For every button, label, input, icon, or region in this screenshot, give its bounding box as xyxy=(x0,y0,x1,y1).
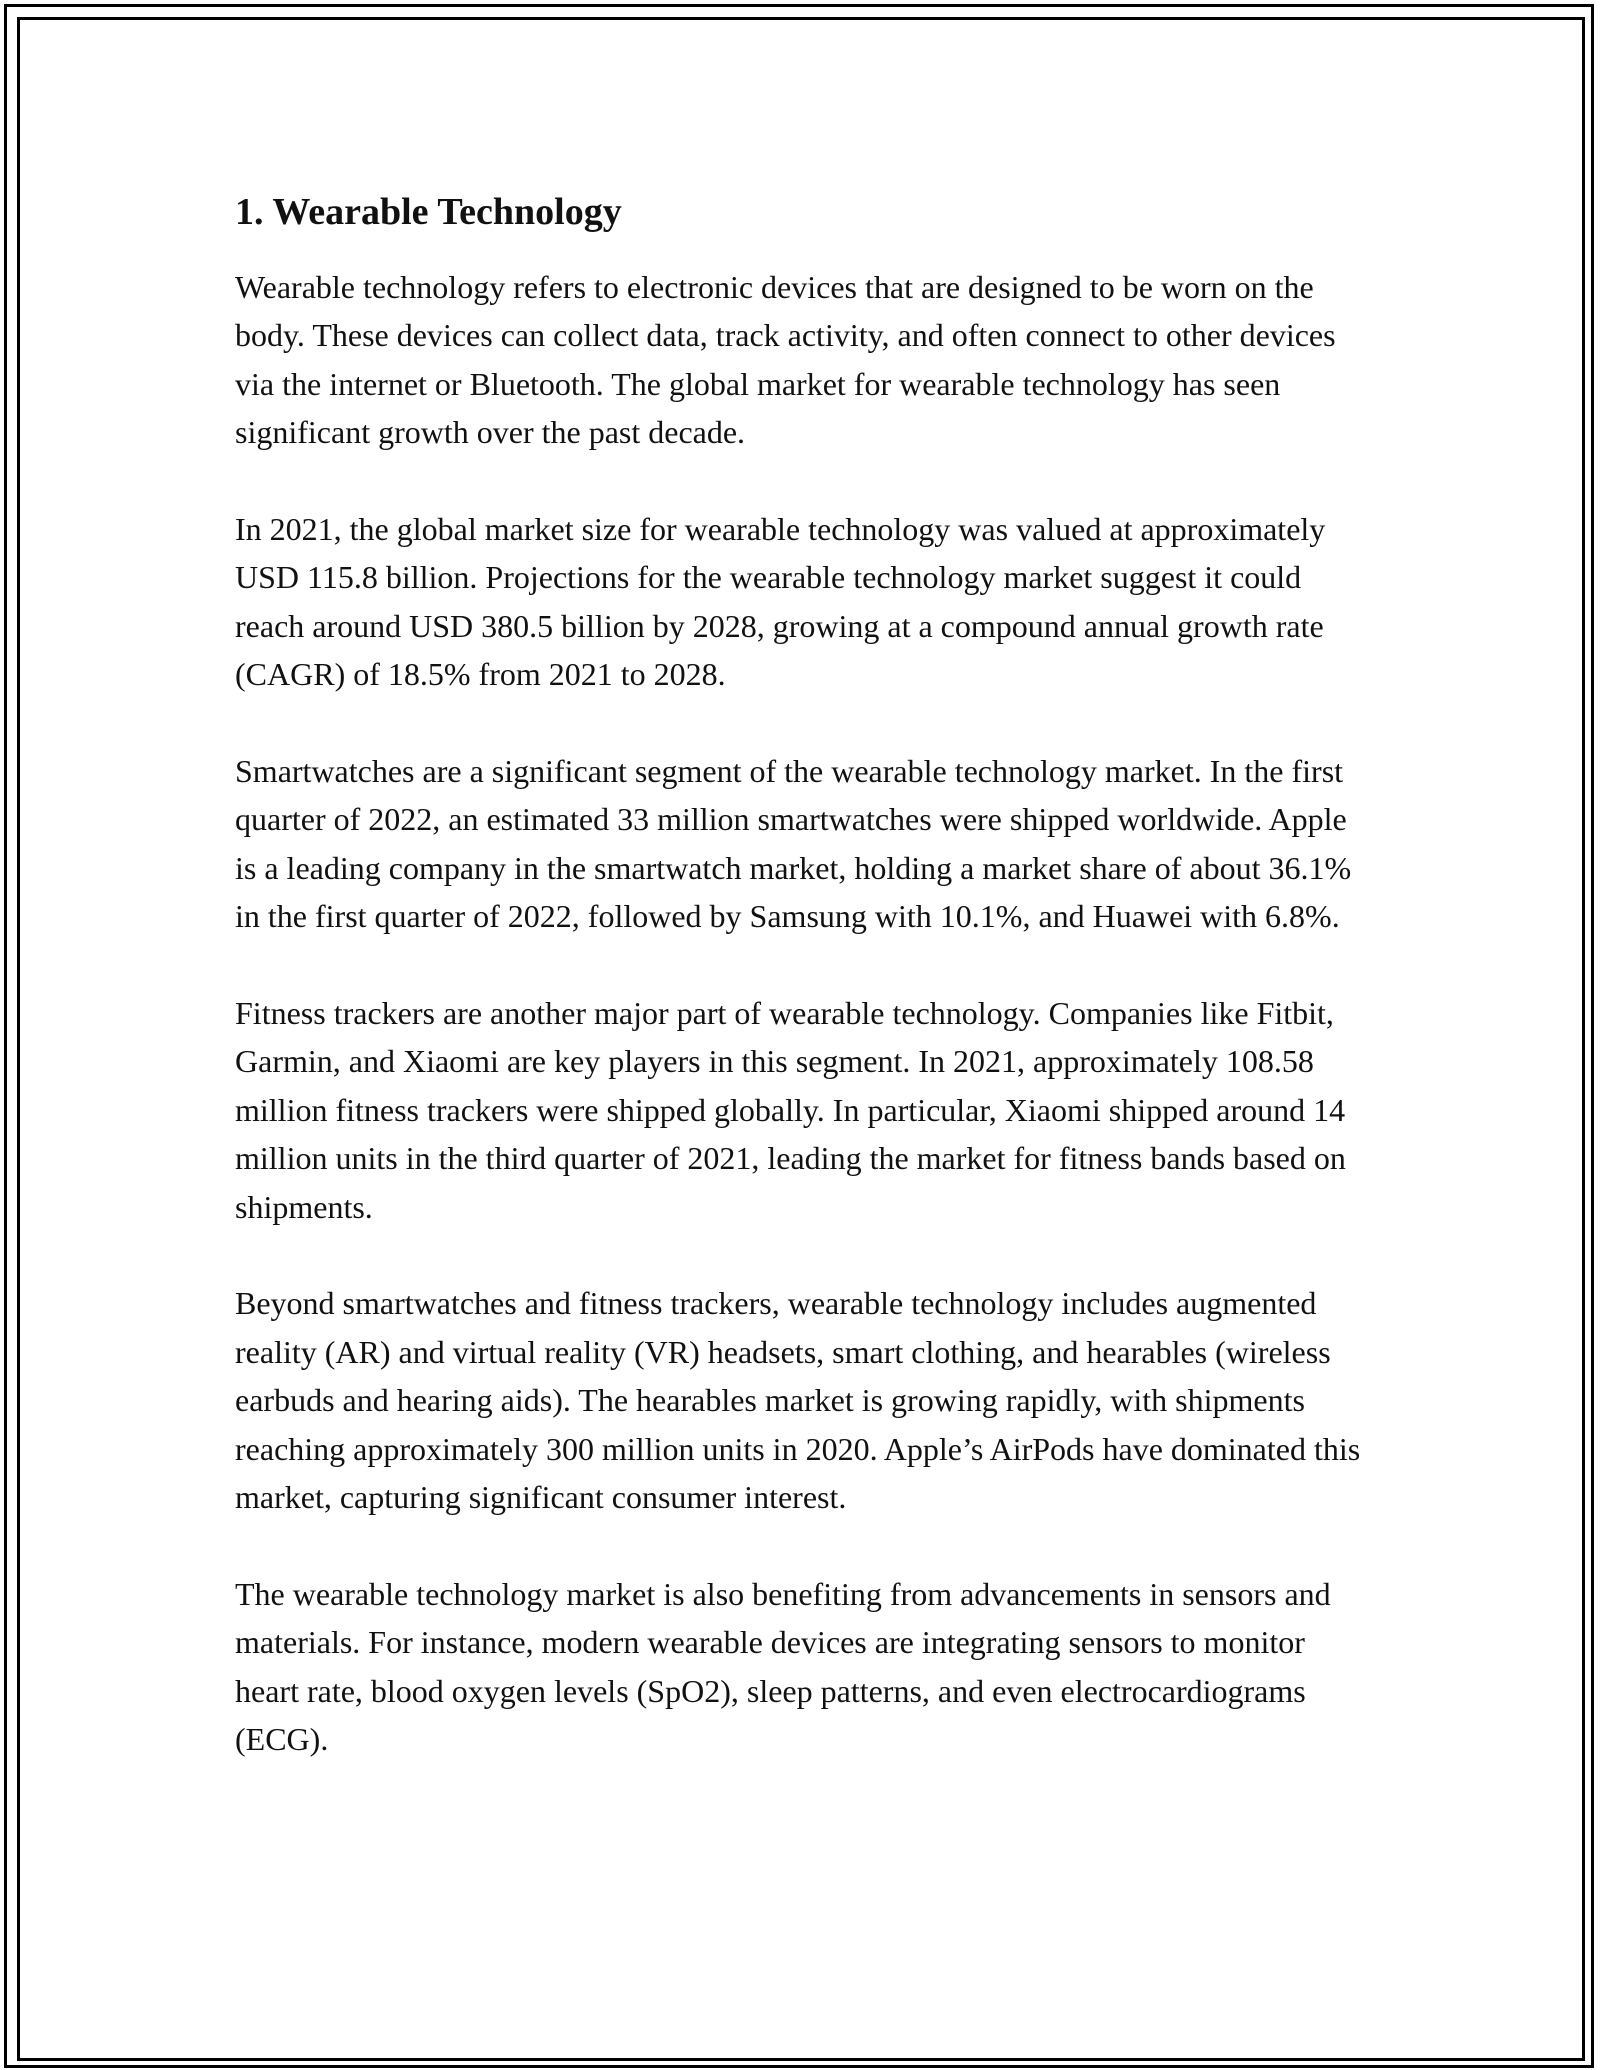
paragraph-sensors: The wearable technology market is also benefiting from advancements in sensors and materials. For instance, modern wearable devices are integrating sensors to monitor heart rate, blood oxygen levels (SpO2), sleep patterns, and even electrocardiograms (ECG). xyxy=(235,1575,1331,1758)
document-body xyxy=(235,185,1375,1812)
paragraph-market-size: In 2021, the global market size for wearable technology was valued at approximately USD 115.8 billion. Projections for the wearable technology market suggest it could reach around USD 380.5 billion by 2028, growing at a compound annual growth rate (CAGR) of 18.5% from 2021 to 2028. xyxy=(235,511,1326,693)
paragraph-smartwatches: Smartwatches are a significant segment of the wearable technology market. In the first quarter of 2022, an estimated 33 million smartwatches were shipped worldwide. Apple is a leading company in the smartwatch market, holding a market share of about 36.1% in the first quarter of 2022, followed by Samsung with 10.1%, and Huawei with 6.8%. xyxy=(235,753,1352,935)
paragraph-hearables: Beyond smartwatches and fitness trackers, wearable technology includes augmented reality (AR) and virtual reality (VR) headsets, smart clothing, and hearables (wireless earbuds and hearing aids). The hearables market is growing rapidly, with shipments reaching approximately 300 million units in 2020. Apple’s AirPods have dominated this market, capturing significant consumer interest. xyxy=(235,1285,1361,1516)
section-title: 1. Wearable Technology xyxy=(235,191,622,233)
paragraph-fitness-trackers: Fitness trackers are another major part of wearable technology. Companies like Fitbit, Garmin, and Xiaomi are key players in this segment. In 2021, approximately 108.58 million fitness trackers were shipped globally. In particular, Xiaomi shipped around 14 million units in the third quarter of 2021, leading the market for fitness bands based on shipments. xyxy=(235,995,1346,1225)
paragraph-intro: Wearable technology refers to electronic devices that are designed to be worn on the body. These devices can collect data, track activity, and often connect to other devices via the internet or Bluetooth. The global market for wearable technology has seen significant growth over the past decade. xyxy=(235,269,1336,451)
